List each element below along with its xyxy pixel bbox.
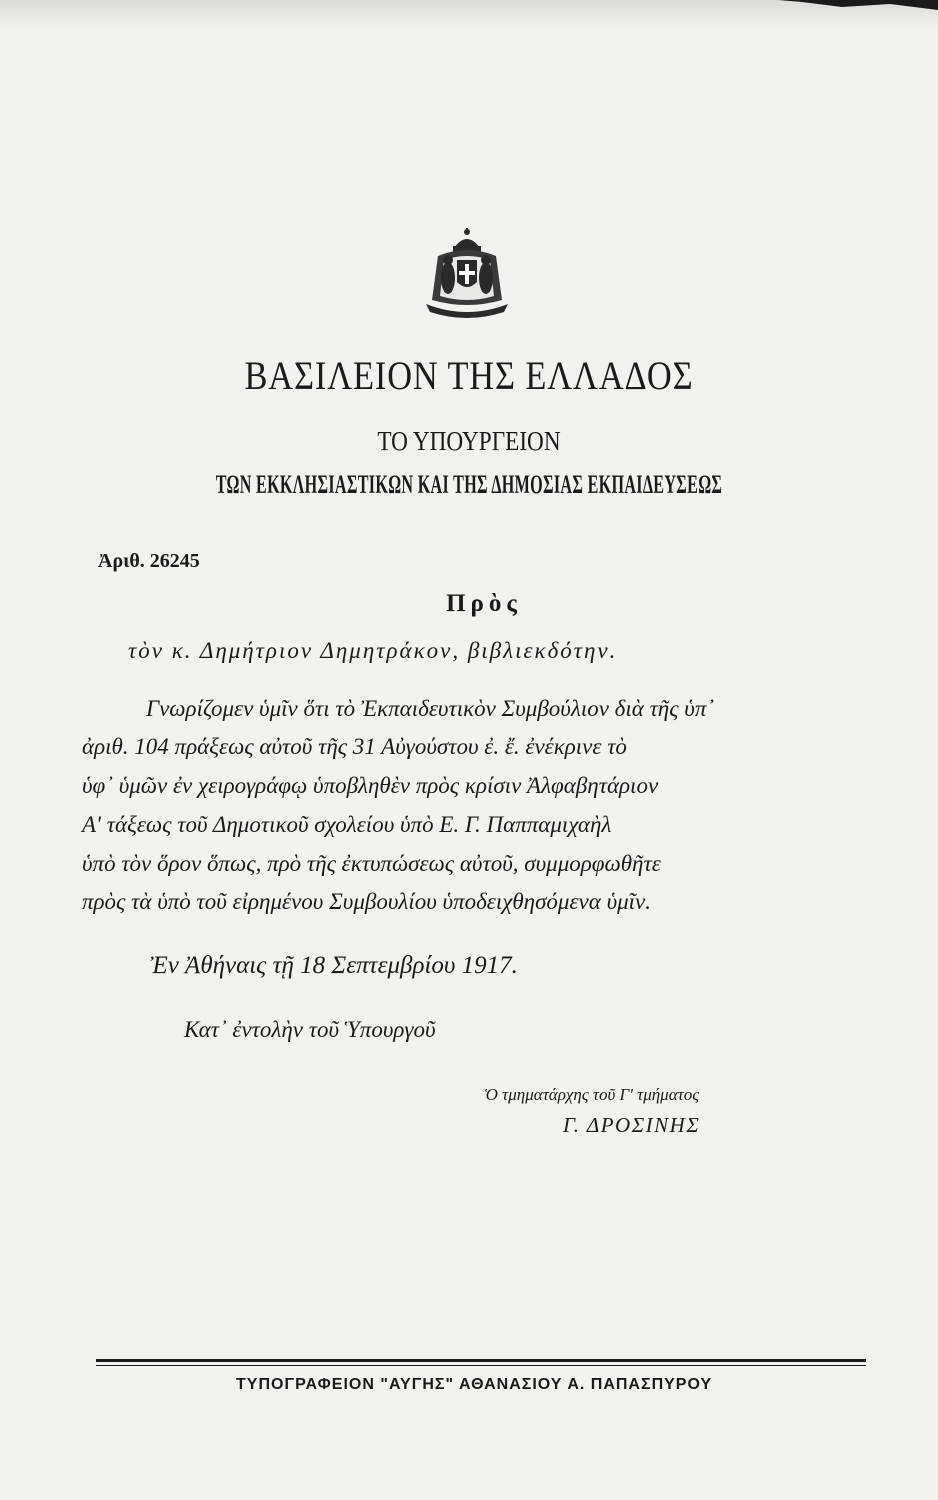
body-line: ὑφ᾽ ὑμῶν ἐν χειρογράφῳ ὑποβληθὲν πρὸς κρίσιν Ἀλφαβητάριον <box>82 773 659 798</box>
ministry-subtitle: ΤΩΝ ΕΚΚΛΗΣΙΑΣΤΙΚΩΝ ΚΑΙ ΤΗΣ ΔΗΜΟΣΙΑΣ ΕΚΠΑΙΔΕΥΣΕΩΣ <box>215 470 723 499</box>
body-line: πρὸς τὰ ὑπὸ τοῦ εἰρημένου Συμβουλίου ὑποδειχθησόμενα ὑμῖν. <box>82 889 652 914</box>
order-line: Κατ᾽ ἐντολὴν τοῦ Ὑπουργοῦ <box>184 1017 436 1042</box>
signatory-title: Ὁ τμηματάρχης τοῦ Γ' τμήματος <box>484 1085 700 1104</box>
signatory-name: Γ. ΔΡΟΣΙΝΗΣ <box>563 1113 701 1137</box>
printer-imprint: ΤΥΠΟΓΡΑΦΕΙΟΝ "ΑΥΓΗΣ" ΑΘΑΝΑΣΙΟΥ Α. ΠΑΠΑΣΠΥΡΟΥ <box>236 1376 713 1393</box>
body-line: ἀριθ. 104 πράξεως αὐτοῦ τῆς 31 Αὐγούστου ἐ. ἔ. ἐνέκρινε τὸ <box>82 734 627 759</box>
recipient-line: τὸν κ. Δημήτριον Δημητράκον, βιβλιεκδότην. <box>128 638 618 663</box>
body-line: ὑπὸ τὸν ὅρον ὅπως, πρὸ τῆς ἐκτυπώσεως αὐτοῦ, συμμορφωθῆτε <box>82 851 661 876</box>
reference-number: Ἀριθ. 26245 <box>98 550 200 572</box>
body-line: Α' τάξεως τοῦ Δημοτικοῦ σχολείου ὑπὸ Ε. Γ. Παππαμιχαὴλ <box>82 812 612 837</box>
footer-rule <box>96 1359 866 1362</box>
footer-rule-thin <box>96 1365 866 1366</box>
page-top-shadow <box>0 0 938 30</box>
ministry-title: ΤΟ ΥΠΟΥΡΓΕΙΟΝ <box>377 426 561 456</box>
addressee-heading: Πρὸς <box>446 590 522 617</box>
kingdom-title: ΒΑΣΙΛΕΙΟΝ ΤΗΣ ΕΛΛΑΔΟΣ <box>244 353 694 398</box>
letter-date: Ἐν Ἀθήναις τῇ 18 Σεπτεμβρίου 1917. <box>150 952 518 979</box>
body-line: Γνωρίζομεν ὑμῖν ὅτι τὸ Ἐκπαιδευτικὸν Συμβούλιον διὰ τῆς ὑπ᾽ <box>146 696 715 721</box>
coat-of-arms-icon <box>418 226 516 322</box>
